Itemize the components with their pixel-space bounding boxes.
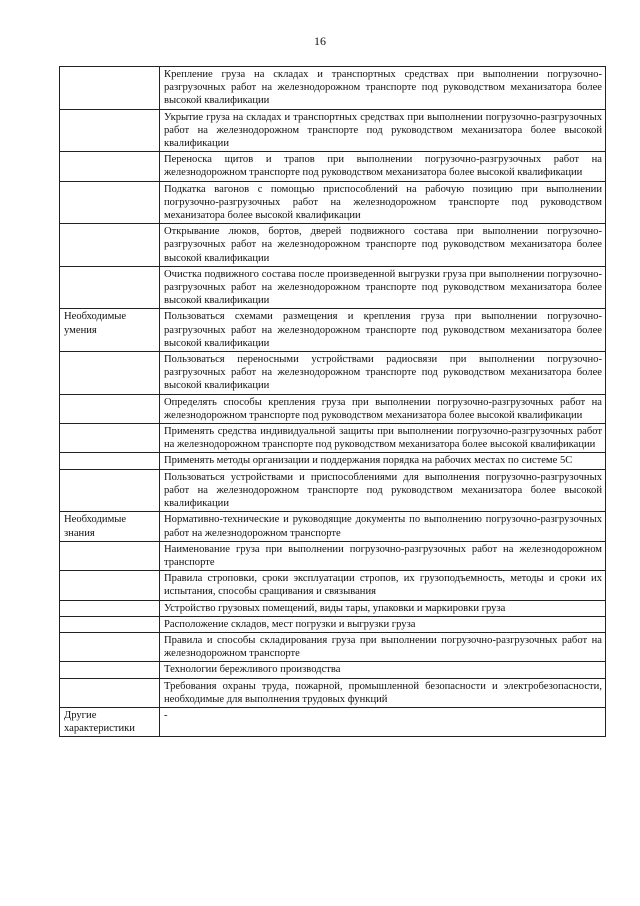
table-row (60, 453, 606, 469)
table-row (60, 224, 606, 267)
requirements-table (59, 66, 606, 737)
section-item: Крепление груза на складах и транспортных средствах при выполнении погрузочно-разгрузочных работ на железнодорожном транспорте под руководством механизатора более высокой квалификации (160, 67, 606, 110)
section-label (60, 152, 160, 181)
table-row (60, 662, 606, 678)
section-item: Пользоваться переносными устройствами радиосвязи при выполнении погрузочно-разгрузочных работ на железнодорожном транспорте под руководством механизатора более высокой квалификации (160, 352, 606, 395)
section-item: Пользоваться схемами размещения и крепления груза при выполнении погрузочно-разгрузочных работ на железнодорожном транспорте под руководством механизатора более высокой квалификации (160, 309, 606, 352)
section-label (60, 224, 160, 267)
section-item: Подкатка вагонов с помощью приспособлений на рабочую позицию при выполнении погрузочно-разгрузочных работ на железнодорожном транспорте под руководством механизатора более высокой квалификации (160, 181, 606, 224)
table-row (60, 152, 606, 181)
table-row (60, 109, 606, 152)
table-row (60, 541, 606, 570)
section-item: Требования охраны труда, пожарной, промышленной безопасности и электробезопасности, необходимые для выполнения трудовых функций (160, 678, 606, 707)
table-row (60, 266, 606, 309)
table-row (60, 512, 606, 541)
section-item: Наименование груза при выполнении погрузочно-разгрузочных работ на железнодорожном транспорте (160, 541, 606, 570)
table-row (60, 67, 606, 110)
section-label (60, 394, 160, 423)
section-item: - (160, 707, 606, 736)
section-item: Применять средства индивидуальной защиты при выполнении погрузочно-разгрузочных работ на железнодорожном транспорте под руководством механизатора более высокой квалификации (160, 424, 606, 453)
section-label (60, 424, 160, 453)
table-row (60, 424, 606, 453)
section-item: Очистка подвижного состава после произведенной выгрузки груза при выполнении погрузочно-разгрузочных работ на железнодорожном транспорте под руководством механизатора более высокой квалификации (160, 266, 606, 309)
table-row (60, 309, 606, 352)
section-label: Другие характеристики (60, 707, 160, 736)
section-item: Определять способы крепления груза при выполнении погрузочно-разгрузочных работ на железнодорожном транспорте под руководством механизатора более высокой квалификации (160, 394, 606, 423)
section-label (60, 541, 160, 570)
section-label (60, 616, 160, 632)
table-row (60, 352, 606, 395)
section-item: Пользоваться устройствами и приспособлениями для выполнения погрузочно-разгрузочных работ на железнодорожном транспорте под руководством механизатора более высокой квалификации (160, 469, 606, 512)
section-label (60, 453, 160, 469)
section-label (60, 181, 160, 224)
section-item: Правила строповки, сроки эксплуатации стропов, их грузоподъемность, методы и сроки их испытания, способы сращивания и связывания (160, 571, 606, 600)
section-label (60, 600, 160, 616)
section-item: Устройство грузовых помещений, виды тары, упаковки и маркировки груза (160, 600, 606, 616)
section-label (60, 67, 160, 110)
section-item: Нормативно-технические и руководящие документы по выполнению погрузочно-разгрузочных работ на железнодорожном транспорте (160, 512, 606, 541)
table-row (60, 181, 606, 224)
section-label (60, 632, 160, 661)
section-item: Открывание люков, бортов, дверей подвижного состава при выполнении погрузочно-разгрузочных работ на железнодорожном транспорте под руководством механизатора более высокой квалификации (160, 224, 606, 267)
section-item: Технологии бережливого производства (160, 662, 606, 678)
section-item: Правила и способы складирования груза при выполнении погрузочно-разгрузочных работ на железнодорожном транспорте (160, 632, 606, 661)
section-label (60, 352, 160, 395)
section-item: Применять методы организации и поддержания порядка на рабочих местах по системе 5С (160, 453, 606, 469)
section-label (60, 266, 160, 309)
section-label: Необходимые знания (60, 512, 160, 541)
table-row (60, 394, 606, 423)
section-item: Расположение складов, мест погрузки и выгрузки груза (160, 616, 606, 632)
table-row (60, 600, 606, 616)
table-row (60, 632, 606, 661)
table-row (60, 469, 606, 512)
section-item: Укрытие груза на складах и транспортных средствах при выполнении погрузочно-разгрузочных работ на железнодорожном транспорте под руководством механизатора более высокой квалификации (160, 109, 606, 152)
table-row (60, 571, 606, 600)
section-label (60, 662, 160, 678)
table-row (60, 678, 606, 707)
page-number: 16 (314, 34, 326, 48)
section-label (60, 469, 160, 512)
section-item: Переноска щитов и трапов при выполнении погрузочно-разгрузочных работ на железнодорожном транспорте под руководством механизатора более высокой квалификации (160, 152, 606, 181)
section-label (60, 678, 160, 707)
section-label (60, 109, 160, 152)
section-label: Необходимые умения (60, 309, 160, 352)
section-label (60, 571, 160, 600)
table-row (60, 707, 606, 736)
table-row (60, 616, 606, 632)
